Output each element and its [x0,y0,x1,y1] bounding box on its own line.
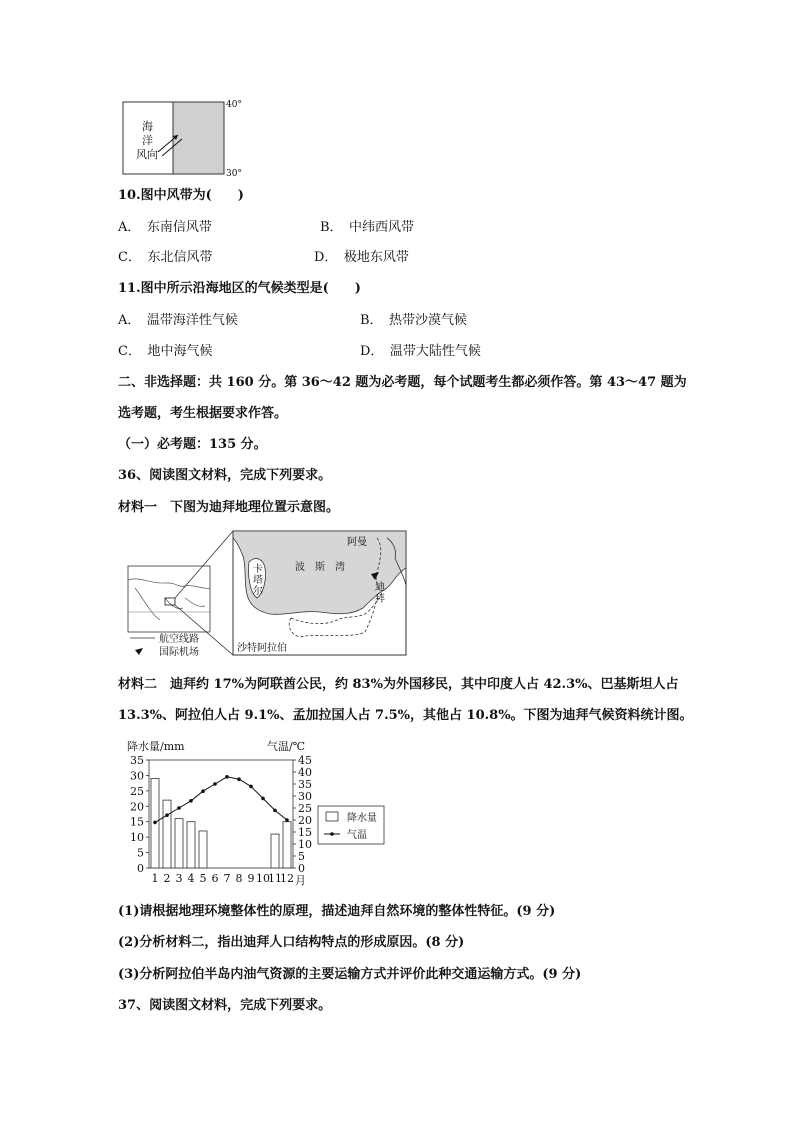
right-tick-label: 5 [298,850,305,863]
x-tick-label: 8 [235,872,243,885]
q10-option-b: B． 中纬西风带 [320,220,415,235]
question-3: (3)分析阿拉伯半岛内油气资源的主要运输方式并评价此种交通运输方式。(9 分) [118,967,582,982]
map-label-qatar-1: 卡 [253,564,263,575]
legend-precip-label: 降水量 [347,813,377,824]
right-tick-label: 20 [298,814,312,827]
temperature-line [155,777,287,823]
precipitation-bar [199,831,207,868]
temperature-point [189,799,193,803]
right-tick-label: 30 [298,790,312,803]
wind-belt-diagram [120,100,250,178]
precipitation-bar [187,822,195,868]
left-tick-label: 25 [130,784,144,798]
precipitation-bar [163,800,171,868]
temperature-point [153,821,157,825]
section2-sub1: （一）必考题：135 分。 [118,437,267,452]
x-tick-label: 5 [199,872,207,885]
legend-precip-swatch [326,812,338,821]
temperature-point [285,818,289,822]
x-tick-label: 10 [256,872,270,885]
temperature-point [213,782,217,786]
fig1-label-ocean1: 海 [142,120,153,133]
x-tick-label: 4 [187,872,195,885]
temperature-point [273,809,277,813]
left-tick-label: 10 [130,831,144,845]
q10-option-c: C． 东北信风带 [118,250,213,265]
q10-option-a: A． 东南信风带 [118,220,212,235]
map-label-qatar-3: 尔 [253,586,263,597]
temperature-point [249,785,253,789]
temperature-point [225,775,229,779]
fig1-label-wind: 风向 [136,148,158,161]
section2-line1: 二、非选择题：共 160 分。第 36～42 题为必考题，每个试题考生都必须作答。第 43～47 题为 [118,375,687,390]
legend-temp-label: 气温 [347,830,367,841]
right-tick-label: 25 [298,802,312,815]
material1: 材料一 下图为迪拜地理位置示意图。 [118,500,340,515]
temperature-point [201,789,205,793]
x-tick-label: 1 [151,872,159,885]
q11-option-c: C． 地中海气候 [118,344,213,359]
left-tick-label: 5 [137,846,144,860]
legend-route-label: 航空线路 [159,634,199,645]
left-tick-label: 15 [130,815,144,829]
right-tick-label: 45 [298,754,312,767]
fig1-deg-bottom: 30° [226,169,242,179]
map-label-aman: 阿曼 [347,537,367,548]
right-tick-label: 0 [298,862,305,875]
chart-x-unit: 月 [295,874,306,887]
temperature-point [165,813,169,817]
dubai-climate-chart [125,738,405,893]
map-label-dubai-1: 迪 [375,582,385,593]
q10-stem: 10.图中风带为( ) [118,188,244,203]
map-label-saudi: 沙特阿拉伯 [237,643,287,654]
chart-ylabel-right: 气温/℃ [267,740,306,753]
x-tick-label: 12 [280,872,294,885]
legend-airport-icon [135,648,143,655]
precipitation-bar [283,822,291,868]
question-1: (1)请根据地理环境整体性的原理，描述迪拜自然环境的整体性特征。(9 分) [118,904,556,919]
left-tick-label: 35 [130,754,144,767]
x-tick-label: 2 [163,872,171,885]
temperature-point [261,797,265,801]
question-2: (2)分析材料二，指出迪拜人口结构特点的形成原因。(8 分) [118,935,465,950]
dubai-location-map [125,528,410,663]
right-tick-label: 10 [298,838,312,851]
precipitation-bar [175,819,183,868]
q11-option-a: A． 温带海洋性气候 [118,313,238,328]
chart-ylabel-left: 降水量/mm [127,740,185,753]
legend-airport-label: 国际机场 [159,647,199,658]
material2-line1: 材料二 迪拜约 17%为阿联酋公民，约 83%为外国移民，其中印度人占 42.3%、巴基斯坦人占 [118,677,679,692]
right-tick-label: 15 [298,826,312,839]
q10-option-d: D． 极地东风带 [314,250,409,265]
left-tick-label: 0 [137,862,144,875]
q11-stem: 11.图中所示沿海地区的气候类型是( ) [118,281,361,296]
left-tick-label: 20 [130,800,144,814]
temperature-point [237,777,241,781]
fig1-label-ocean2: 洋 [142,134,153,147]
q37-stem: 37、阅读图文材料，完成下列要求。 [118,998,332,1013]
map-label-gulf: 波 斯 湾 [295,562,345,573]
section2-line2: 选考题，考生根据要求作答。 [118,406,288,421]
left-tick-label: 30 [130,769,144,783]
q11-option-d: D． 温带大陆性气候 [360,344,481,359]
map-label-qatar-2: 塔 [253,575,263,586]
temperature-point [177,806,181,810]
fig1-deg-top: 40° [226,100,242,110]
map-label-dubai-2: 拜 [375,594,385,605]
x-tick-label: 11 [268,872,282,885]
q11-option-b: B． 热带沙漠气候 [360,313,468,328]
precipitation-bar [271,834,279,868]
right-tick-label: 40 [298,766,312,779]
right-tick-label: 35 [298,778,312,791]
x-tick-label: 6 [211,872,219,885]
material2-line2: 13.3%、阿拉伯人占 9.1%、孟加拉国人占 7.5%，其他占 10.8%。下图为迪拜气候资料统计图。 [118,708,693,723]
x-tick-label: 7 [223,872,231,885]
q36-stem: 36、阅读图文材料，完成下列要求。 [118,468,332,483]
x-tick-label: 3 [175,872,183,885]
x-tick-label: 9 [247,872,255,885]
